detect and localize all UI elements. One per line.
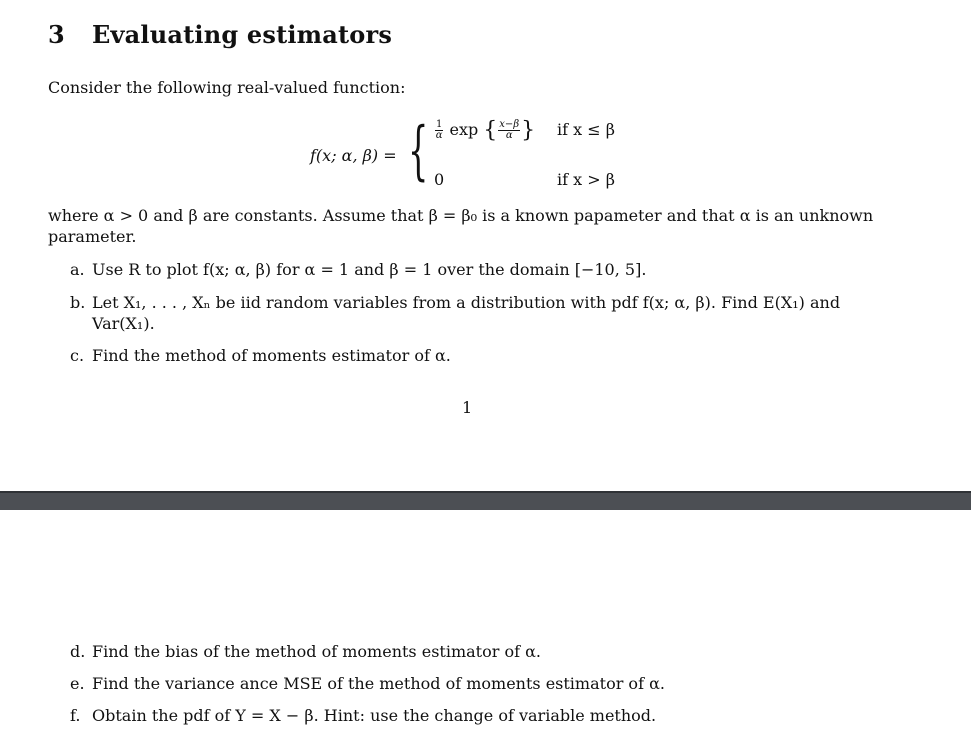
close-curly: }: [521, 118, 536, 143]
section-heading: [48, 20, 392, 49]
open-curly: {: [483, 118, 498, 143]
exp-label: exp: [449, 120, 479, 139]
exponent-fraction: $\frac{x-\beta}{\alpha}$: [499, 119, 520, 141]
equation-case-2: 0: [434, 170, 445, 189]
coefficient-fraction: $\frac{1}{\alpha}$: [435, 119, 443, 141]
page-divider: [0, 491, 971, 510]
page-divider-edge: [0, 491, 971, 493]
section-title: Evaluating estimators: [92, 20, 393, 49]
equation-condition-1: if x ≤ β: [557, 120, 615, 139]
section-number: 3: [48, 20, 65, 49]
page-number: 1: [462, 398, 473, 417]
equation-condition-2: if x > β: [557, 170, 615, 189]
left-brace: {: [408, 114, 429, 188]
equation-lhs: f(x; α, β) =: [310, 146, 397, 165]
assumption-text: where α > 0 and β are constants. Assume that β = β₀ is a known papameter and that α is an unknown parameter.: [48, 206, 874, 246]
document-page: 3 Evaluating estimators Consider the following real-valued function: f(x; α, β) = { $\frac{1}{\alpha}$ exp { $\frac{x-\beta}{\alpha}$ } if x ≤ β 0 if x > β where α > 0 and β are constants. Assume that β = β₀ is a known papameter and that α is an unknown parameter. a. Use R to plot f(x; α, β) for α = 1 and β = 1 over the domain [−10, 5]. b. Let X₁, . . . , Xₙ be iid random variables from a distribution with pdf f(x; α, β). Find E(X₁) and Var(X₁). c. Find the method of moments estimator of α. 1 d. Find the bias of the method of moments estimator of α. e. Find the variance ance MSE of the method of moments estimator of α. f. Obtain the pdf of Y = X − β. Hint: use the change of variable method.: [0, 0, 971, 752]
intro-text: Consider the following real-valued function:: [48, 78, 406, 97]
equation-case-1: [434, 118, 535, 143]
piecewise-equation: [310, 112, 640, 194]
